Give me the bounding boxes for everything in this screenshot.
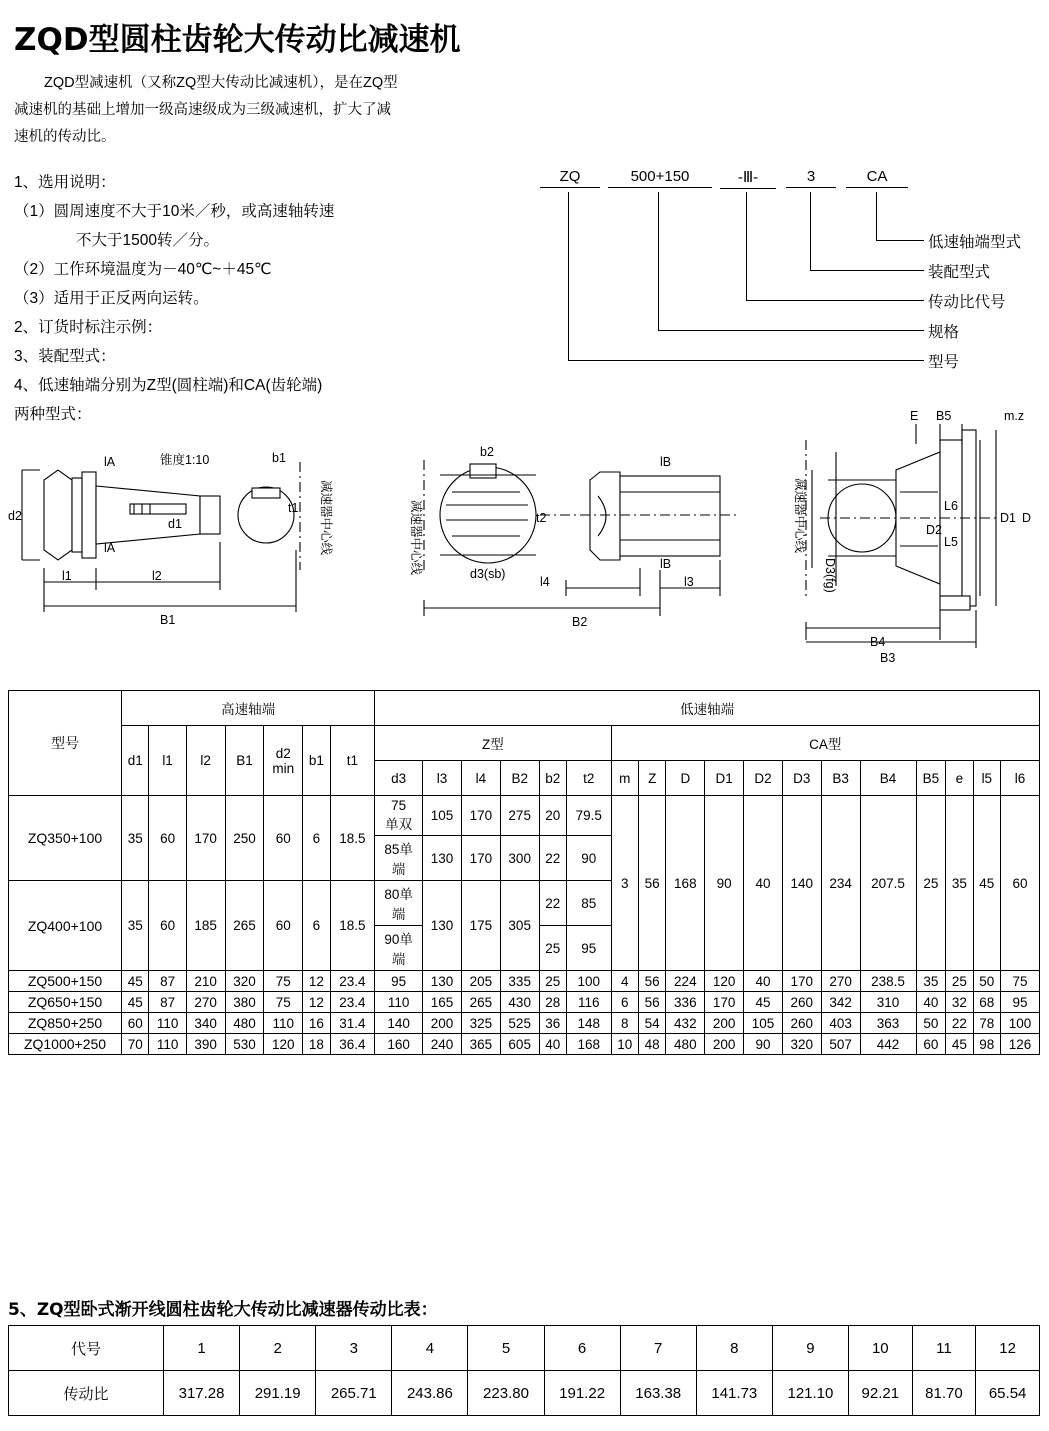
cell-high: 18.5 xyxy=(330,796,375,881)
cell-ca: 432 xyxy=(666,1013,705,1034)
th-ca-B5: B5 xyxy=(916,761,946,796)
th-sub-ca: CA型 xyxy=(611,726,1039,761)
note-2: 2、订货时标注示例： xyxy=(14,319,163,336)
cell-ca: 200 xyxy=(705,1034,744,1055)
th-model: 型号 xyxy=(9,691,122,796)
table-row xyxy=(9,992,1040,1013)
note-4b: 两种型式： xyxy=(14,406,92,423)
cell-high: 250 xyxy=(225,796,264,881)
code-cell-type: ZQ xyxy=(540,168,600,188)
cell-model: ZQ850+250 xyxy=(9,1013,122,1034)
cell-high: 75 xyxy=(264,992,303,1013)
th-ca-m: m xyxy=(611,761,638,796)
cell-ca: 224 xyxy=(666,971,705,992)
cell-z: 22 xyxy=(539,836,566,881)
shaft-end-drawings xyxy=(0,400,1049,670)
cell-ca: 56 xyxy=(638,796,665,971)
cell-ca: 90 xyxy=(744,1034,783,1055)
cell-z: 95 xyxy=(375,971,423,992)
cell-ca: 48 xyxy=(638,1034,665,1055)
cell-ca: 234 xyxy=(821,796,860,971)
ratio-code-cell: 8 xyxy=(696,1326,772,1371)
note-4: 4、低速轴端分别为Z型(圆柱端)和CA(齿轮端) xyxy=(14,377,323,394)
cell-ca: 270 xyxy=(821,971,860,992)
ratio-value-cell: 291.19 xyxy=(240,1371,316,1416)
spec-table xyxy=(8,690,1040,1055)
cell-ca: 207.5 xyxy=(860,796,916,971)
label-E: E xyxy=(910,409,919,423)
th-ca-l6: l6 xyxy=(1001,761,1040,796)
th-z-B2: B2 xyxy=(500,761,539,796)
cell-high: 340 xyxy=(186,1013,225,1034)
ratio-code-cell: 9 xyxy=(772,1326,848,1371)
cell-z: 605 xyxy=(500,1034,539,1055)
leader-line-ratio-h xyxy=(746,300,924,301)
th-z-t2: t2 xyxy=(567,761,612,796)
ratio-value-cell: 265.71 xyxy=(316,1371,392,1416)
cell-z: 205 xyxy=(461,971,500,992)
label-B1: B1 xyxy=(160,613,176,627)
th-t1: t1 xyxy=(330,726,375,796)
cell-ca: 4 xyxy=(611,971,638,992)
cell-z: 25 xyxy=(539,971,566,992)
label-lB-top: lB xyxy=(660,455,672,469)
intro-line-1: ZQD型减速机（又称ZQ型大传动比减速机），是在ZQ型 xyxy=(44,75,398,91)
cell-z: 325 xyxy=(461,1013,500,1034)
th-z-l3: l3 xyxy=(423,761,462,796)
cell-ca: 25 xyxy=(916,796,946,971)
model-code-diagram xyxy=(520,160,1040,390)
label-taper: 锥度1:10 xyxy=(160,453,210,467)
ratio-code-cell: 7 xyxy=(620,1326,696,1371)
cell-z: 28 xyxy=(539,992,566,1013)
cell-z: 130 xyxy=(423,836,462,881)
cell-ca: 140 xyxy=(782,796,821,971)
th-l1: l1 xyxy=(149,726,186,796)
cell-z: 80单 端 xyxy=(375,881,423,926)
cell-z: 140 xyxy=(375,1013,423,1034)
cell-ca: 342 xyxy=(821,992,860,1013)
ratio-code-cell: 6 xyxy=(544,1326,620,1371)
ratio-value-row xyxy=(9,1371,1040,1416)
intro-paragraph xyxy=(14,70,484,151)
cell-high: 380 xyxy=(225,992,264,1013)
cell-high: 390 xyxy=(186,1034,225,1055)
label-L6: L6 xyxy=(944,499,958,513)
code-cell-assembly: 3 xyxy=(786,168,836,188)
cell-ca: 60 xyxy=(1001,796,1040,971)
cell-ca: 168 xyxy=(666,796,705,971)
cell-ca: 40 xyxy=(744,796,783,971)
label-d2: d2 xyxy=(8,509,22,523)
cell-z: 116 xyxy=(567,992,612,1013)
cell-ca: 98 xyxy=(973,1034,1000,1055)
table-row xyxy=(9,796,1040,836)
table-row xyxy=(9,1034,1040,1055)
cell-ca: 50 xyxy=(973,971,1000,992)
cell-high: 18.5 xyxy=(330,881,375,971)
cell-high: 170 xyxy=(186,796,225,881)
leader-line-type-h xyxy=(568,360,924,361)
label-B4: B4 xyxy=(870,635,886,649)
cell-high: 35 xyxy=(122,881,149,971)
cell-z: 95 xyxy=(567,926,612,971)
label-D1: D1 xyxy=(1000,511,1016,525)
cell-ca: 170 xyxy=(782,971,821,992)
cell-high: 87 xyxy=(149,971,186,992)
cell-z: 90单 端 xyxy=(375,926,423,971)
th-ca-B4: B4 xyxy=(860,761,916,796)
th-sub-z: Z型 xyxy=(375,726,611,761)
cell-high: 120 xyxy=(264,1034,303,1055)
cell-ca: 507 xyxy=(821,1034,860,1055)
cell-z: 130 xyxy=(423,881,462,971)
cell-ca: 170 xyxy=(705,992,744,1013)
label-centerline-left: 减速器中心线 xyxy=(319,480,333,556)
th-ca-D1: D1 xyxy=(705,761,744,796)
ratio-code-cell: 5 xyxy=(468,1326,544,1371)
cell-z: 240 xyxy=(423,1034,462,1055)
cell-z: 430 xyxy=(500,992,539,1013)
label-t1: t1 xyxy=(288,501,299,515)
label-L5: L5 xyxy=(944,535,958,549)
label-B3: B3 xyxy=(880,651,896,665)
th-b1: b1 xyxy=(303,726,330,796)
cell-ca: 54 xyxy=(638,1013,665,1034)
cell-high: 12 xyxy=(303,992,330,1013)
ratio-code-cell: 11 xyxy=(912,1326,976,1371)
label-B5: B5 xyxy=(936,409,952,423)
ratio-value-cell: 191.22 xyxy=(544,1371,620,1416)
cell-high: 60 xyxy=(122,1013,149,1034)
cell-ca: 320 xyxy=(782,1034,821,1055)
cell-ca: 32 xyxy=(946,992,973,1013)
cell-ca: 45 xyxy=(946,1034,973,1055)
note-3: 3、装配型式： xyxy=(14,348,116,365)
cell-ca: 105 xyxy=(744,1013,783,1034)
ratio-value-cell: 81.70 xyxy=(912,1371,976,1416)
code-label-shaft: 低速轴端型式 xyxy=(928,234,1022,251)
th-d1: d1 xyxy=(122,726,149,796)
ratio-code-row xyxy=(9,1326,1040,1371)
cell-z: 25 xyxy=(539,926,566,971)
label-l2: l2 xyxy=(152,569,162,583)
ratio-code-cell: 12 xyxy=(976,1326,1040,1371)
cell-z: 365 xyxy=(461,1034,500,1055)
cell-ca: 363 xyxy=(860,1013,916,1034)
label-b1: b1 xyxy=(272,451,286,465)
cell-z: 300 xyxy=(500,836,539,881)
cell-high: 185 xyxy=(186,881,225,971)
cell-z: 265 xyxy=(461,992,500,1013)
cell-ca: 90 xyxy=(705,796,744,971)
cell-ca: 442 xyxy=(860,1034,916,1055)
th-ca-e: e xyxy=(946,761,973,796)
cell-ca: 56 xyxy=(638,971,665,992)
cell-ca: 68 xyxy=(973,992,1000,1013)
cell-ca: 22 xyxy=(946,1013,973,1034)
cell-z: 105 xyxy=(423,796,462,836)
label-mz: m.z xyxy=(1004,409,1025,423)
cell-ca: 260 xyxy=(782,992,821,1013)
cell-ca: 45 xyxy=(744,992,783,1013)
code-label-assembly: 装配型式 xyxy=(928,264,991,281)
cell-ca: 35 xyxy=(946,796,973,971)
cell-high: 35 xyxy=(122,796,149,881)
label-B2: B2 xyxy=(572,615,588,629)
cell-z: 100 xyxy=(567,971,612,992)
code-label-spec: 规格 xyxy=(928,324,960,341)
cell-ca: 60 xyxy=(916,1034,946,1055)
ratio-code-cell: 4 xyxy=(392,1326,468,1371)
section5-heading: 5、ZQ型卧式渐开线圆柱齿轮大传动比减速器传动比表： xyxy=(8,1300,438,1320)
cell-high: 60 xyxy=(264,796,303,881)
ratio-value-cell: 92.21 xyxy=(848,1371,912,1416)
cell-high: 70 xyxy=(122,1034,149,1055)
ratio-table-wrapper xyxy=(8,1325,1040,1416)
ratio-value-cell: 141.73 xyxy=(696,1371,772,1416)
cell-ca: 6 xyxy=(611,992,638,1013)
cell-high: 45 xyxy=(122,971,149,992)
code-cell-ratio: -Ⅲ- xyxy=(720,168,776,189)
cell-z: 79.5 xyxy=(567,796,612,836)
cell-model: ZQ650+150 xyxy=(9,992,122,1013)
th-ca-Z: Z xyxy=(638,761,665,796)
cell-high: 110 xyxy=(149,1013,186,1034)
code-cell-spec: 500+150 xyxy=(608,168,712,188)
th-group-low: 低速轴端 xyxy=(375,691,1040,726)
cell-high: 23.4 xyxy=(330,971,375,992)
ratio-row-header-code: 代号 xyxy=(9,1326,164,1371)
cell-ca: 78 xyxy=(973,1013,1000,1034)
cell-ca: 95 xyxy=(1001,992,1040,1013)
notes-list xyxy=(14,168,514,429)
cell-z: 165 xyxy=(423,992,462,1013)
ratio-value-cell: 121.10 xyxy=(772,1371,848,1416)
note-1-1: （1）圆周速度不大于10米／秒，或高速轴转速 xyxy=(14,203,335,220)
cell-ca: 336 xyxy=(666,992,705,1013)
cell-z: 85 xyxy=(567,881,612,926)
label-lA-top: lA xyxy=(104,455,116,469)
ratio-code-cell: 10 xyxy=(848,1326,912,1371)
cell-ca: 238.5 xyxy=(860,971,916,992)
cell-ca: 75 xyxy=(1001,971,1040,992)
cell-z: 36 xyxy=(539,1013,566,1034)
cell-z: 40 xyxy=(539,1034,566,1055)
th-ca-B3: B3 xyxy=(821,761,860,796)
leader-line-assembly-h xyxy=(810,270,924,271)
table-row xyxy=(9,971,1040,992)
cell-model: ZQ350+100 xyxy=(9,796,122,881)
ratio-code-cell: 3 xyxy=(316,1326,392,1371)
cell-high: 31.4 xyxy=(330,1013,375,1034)
cell-high: 265 xyxy=(225,881,264,971)
label-l3: l3 xyxy=(684,575,694,589)
cell-high: 530 xyxy=(225,1034,264,1055)
label-D3fg: D3(fg) xyxy=(823,558,837,593)
cell-z: 85单 端 xyxy=(375,836,423,881)
code-label-ratio: 传动比代号 xyxy=(928,294,1006,311)
th-z-l4: l4 xyxy=(461,761,500,796)
cell-high: 210 xyxy=(186,971,225,992)
cell-high: 6 xyxy=(303,881,330,971)
intro-line-3: 速机的传动比。 xyxy=(14,129,116,145)
ratio-value-cell: 243.86 xyxy=(392,1371,468,1416)
cell-ca: 40 xyxy=(916,992,946,1013)
label-l1: l1 xyxy=(62,569,72,583)
page-title: ZQD型圆柱齿轮大传动比减速机 xyxy=(14,22,461,58)
leader-line-shaft-h xyxy=(876,240,924,241)
ratio-code-cell: 2 xyxy=(240,1326,316,1371)
cell-ca: 35 xyxy=(916,971,946,992)
cell-ca: 480 xyxy=(666,1034,705,1055)
ratio-table xyxy=(8,1325,1040,1416)
cell-high: 23.4 xyxy=(330,992,375,1013)
spec-table-wrapper xyxy=(8,690,1040,1055)
drawings-svg xyxy=(0,400,1049,670)
cell-z: 110 xyxy=(375,992,423,1013)
cell-model: ZQ500+150 xyxy=(9,971,122,992)
cell-ca: 50 xyxy=(916,1013,946,1034)
label-d1: d1 xyxy=(168,517,182,531)
note-1: 1、选用说明： xyxy=(14,174,116,191)
cell-ca: 100 xyxy=(1001,1013,1040,1034)
ratio-value-cell: 65.54 xyxy=(976,1371,1040,1416)
cell-high: 6 xyxy=(303,796,330,881)
cell-ca: 120 xyxy=(705,971,744,992)
label-d3sb: d3(sb) xyxy=(470,567,506,581)
cell-high: 75 xyxy=(264,971,303,992)
table-row xyxy=(9,1013,1040,1034)
cell-z: 22 xyxy=(539,881,566,926)
label-D2: D2 xyxy=(926,523,942,537)
cell-z: 75 单双 xyxy=(375,796,423,836)
cell-high: 18 xyxy=(303,1034,330,1055)
th-d2min: d2 min xyxy=(264,726,303,796)
note-1-2: （2）工作环境温度为－40℃~＋45℃ xyxy=(14,261,272,278)
label-lB-bottom: lB xyxy=(660,557,672,571)
ratio-value-cell: 223.80 xyxy=(468,1371,544,1416)
cell-z: 170 xyxy=(461,836,500,881)
note-1-1b: 不大于1500转／分。 xyxy=(76,232,219,249)
cell-model: ZQ400+100 xyxy=(9,881,122,971)
th-z-d3: d3 xyxy=(375,761,423,796)
cell-ca: 3 xyxy=(611,796,638,971)
cell-z: 148 xyxy=(567,1013,612,1034)
cell-high: 320 xyxy=(225,971,264,992)
ratio-row-header-value: 传动比 xyxy=(9,1371,164,1416)
th-ca-D3: D3 xyxy=(782,761,821,796)
cell-ca: 10 xyxy=(611,1034,638,1055)
th-ca-D2: D2 xyxy=(744,761,783,796)
leader-line-ratio xyxy=(746,192,747,300)
th-group-high: 高速轴端 xyxy=(122,691,375,726)
cell-high: 110 xyxy=(149,1034,186,1055)
code-label-model: 型号 xyxy=(928,354,960,371)
cell-ca: 56 xyxy=(638,992,665,1013)
cell-high: 480 xyxy=(225,1013,264,1034)
cell-high: 60 xyxy=(149,796,186,881)
label-centerline-right: 减速器中心线 xyxy=(793,478,807,554)
th-z-b2: b2 xyxy=(539,761,566,796)
cell-ca: 40 xyxy=(744,971,783,992)
cell-ca: 310 xyxy=(860,992,916,1013)
cell-z: 90 xyxy=(567,836,612,881)
cell-ca: 8 xyxy=(611,1013,638,1034)
th-B1: B1 xyxy=(225,726,264,796)
cell-z: 170 xyxy=(461,796,500,836)
th-l2: l2 xyxy=(186,726,225,796)
label-t2: t2 xyxy=(536,511,547,525)
leader-line-spec-h xyxy=(658,330,924,331)
cell-z: 275 xyxy=(500,796,539,836)
leader-line-shaft xyxy=(876,192,877,240)
leader-line-assembly xyxy=(810,192,811,270)
cell-z: 160 xyxy=(375,1034,423,1055)
ratio-value-cell: 317.28 xyxy=(164,1371,240,1416)
cell-ca: 126 xyxy=(1001,1034,1040,1055)
ratio-code-cell: 1 xyxy=(164,1326,240,1371)
cell-z: 130 xyxy=(423,971,462,992)
cell-z: 20 xyxy=(539,796,566,836)
cell-high: 12 xyxy=(303,971,330,992)
label-lA-bottom: lA xyxy=(104,541,116,555)
intro-line-2: 减速机的基础上增加一级高速级成为三级减速机，扩大了减 xyxy=(14,102,391,118)
cell-z: 168 xyxy=(567,1034,612,1055)
label-D: D xyxy=(1022,511,1032,525)
cell-high: 16 xyxy=(303,1013,330,1034)
leader-line-spec xyxy=(658,192,659,330)
cell-z: 305 xyxy=(500,881,539,971)
ratio-value-cell: 163.38 xyxy=(620,1371,696,1416)
cell-ca: 25 xyxy=(946,971,973,992)
th-ca-l5: l5 xyxy=(973,761,1000,796)
label-centerline-mid: 减速器中心线 xyxy=(409,500,423,576)
cell-ca: 403 xyxy=(821,1013,860,1034)
cell-ca: 45 xyxy=(973,796,1000,971)
cell-high: 45 xyxy=(122,992,149,1013)
note-1-3: （3）适用于正反两向运转。 xyxy=(14,290,209,307)
cell-z: 175 xyxy=(461,881,500,971)
cell-high: 60 xyxy=(264,881,303,971)
cell-z: 200 xyxy=(423,1013,462,1034)
leader-line-type xyxy=(568,192,569,360)
cell-high: 60 xyxy=(149,881,186,971)
code-cell-shaft: CA xyxy=(846,168,908,188)
label-l4: l4 xyxy=(540,575,550,589)
label-b2: b2 xyxy=(480,445,494,459)
cell-z: 335 xyxy=(500,971,539,992)
cell-high: 110 xyxy=(264,1013,303,1034)
cell-ca: 200 xyxy=(705,1013,744,1034)
cell-high: 36.4 xyxy=(330,1034,375,1055)
cell-z: 525 xyxy=(500,1013,539,1034)
cell-model: ZQ1000+250 xyxy=(9,1034,122,1055)
cell-ca: 260 xyxy=(782,1013,821,1034)
cell-high: 270 xyxy=(186,992,225,1013)
cell-high: 87 xyxy=(149,992,186,1013)
th-ca-D: D xyxy=(666,761,705,796)
